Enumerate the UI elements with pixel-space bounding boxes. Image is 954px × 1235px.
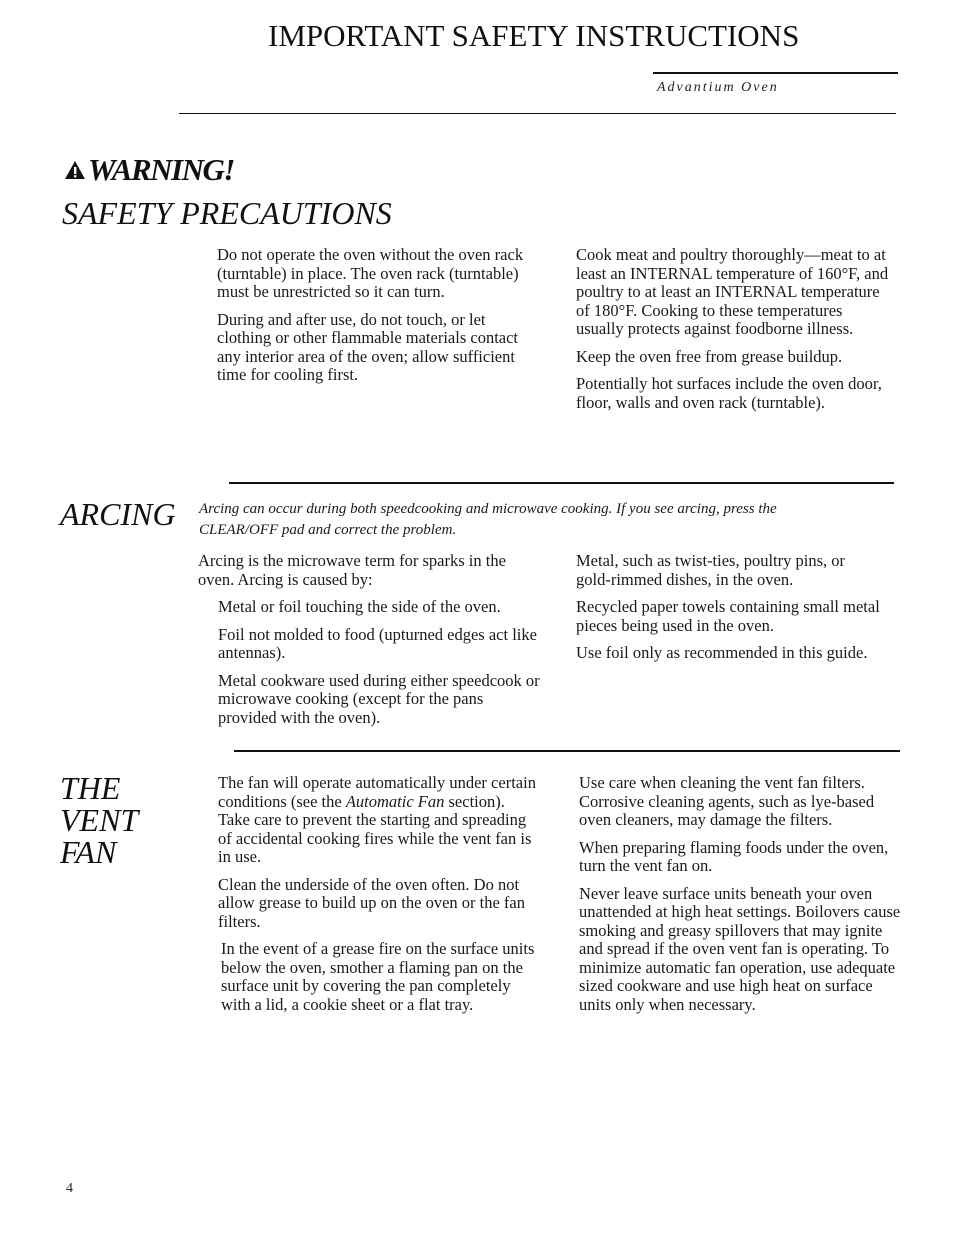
vent-right-paragraph: When preparing flaming foods under the oven, turn the vent fan on. — [579, 837, 889, 875]
header-rule-long — [179, 113, 896, 114]
vent-right-paragraph: Never leave surface units beneath your oven unattended at high heat settings. Boilovers cause smoking and greasy spillovers that may ignite and spread if the oven vent fan is operating. To minimize automatic fan operation, use adequate sized cookware and use high heat on surface units only when necessary. — [579, 883, 901, 1014]
arcing-cause-item: Metal cookware used during either speedcook or microwave cooking (except for the pans provided with the oven). — [218, 670, 540, 727]
arcing-cause-item: Foil not molded to food (upturned edges act like antennas). — [218, 624, 537, 662]
warning-triangle-icon — [64, 152, 88, 188]
vent-text: section). Take care to prevent the starting and spreading of accidental cooking fires while the vent fan is in use. — [218, 791, 532, 866]
automatic-fan-reference: Automatic Fan — [345, 791, 445, 811]
arcing-intro: Arcing can occur during both speedcooking and microwave cooking. If you see arcing, press the CLEAR/OFF pad and correct the problem. — [199, 501, 777, 538]
arcing-cause-item: Use foil only as recommended in this guide. — [576, 643, 868, 662]
page-subtitle: Advantium Oven — [657, 80, 779, 95]
vent-left-paragraph: In the event of a grease fire on the surface units below the oven, smother a flaming pan on the surface unit by covering the pan completely with a lid, a cookie sheet or a flat tray. — [221, 939, 535, 1014]
safety-right-column — [576, 246, 894, 421]
warning-label: WARNING! — [88, 152, 234, 187]
vent-left-column — [218, 774, 540, 1023]
safety-left-column — [217, 246, 542, 394]
vent-fan-heading — [60, 772, 138, 868]
vent-fan-heading-line: FAN — [60, 834, 117, 870]
arcing-cause-item: Metal, such as twist-ties, poultry pins, or gold-rimmed dishes, in the oven. — [576, 551, 846, 589]
vent-right-column — [579, 774, 901, 1023]
vent-right-paragraph: Use care when cleaning the vent fan filters. Corrosive cleaning agents, such as lye-based oven cleaners, may damage the filters. — [579, 773, 875, 829]
safety-right-paragraph: Cook meat and poultry thoroughly—meat to at least an INTERNAL temperature of 160°F, and poultry to at least an INTERNAL temperature of 180°F. Cooking to these temperatures usually protects against foodborne illness. — [576, 245, 889, 338]
vent-fan-heading-line: VENT — [60, 802, 139, 838]
page-number: 4 — [66, 1181, 73, 1196]
arcing-lead: Arcing is the microwave term for sparks in the oven. Arcing is caused by: — [198, 551, 506, 589]
vent-left-paragraph — [218, 774, 540, 867]
safety-heading: SAFETY PRECAUTIONS — [62, 195, 392, 231]
vent-fan-heading-line: THE — [60, 770, 121, 806]
arcing-right-column — [576, 552, 881, 672]
page-title: IMPORTANT SAFETY INSTRUCTIONS — [268, 18, 800, 53]
arcing-heading: ARCING — [60, 496, 176, 532]
arcing-left-column — [198, 552, 543, 736]
vent-text: The fan will operate automatically under certain conditions (see the — [218, 773, 536, 811]
safety-right-paragraph: Potentially hot surfaces include the oven door, floor, walls and oven rack (turntable). — [576, 374, 882, 412]
vent-left-paragraph: Clean the underside of the oven often. Do not allow grease to build up on the oven or the fan filters. — [218, 874, 525, 931]
section-divider — [229, 482, 894, 484]
safety-left-paragraph: Do not operate the oven without the oven rack (turntable) in place. The oven rack (turntable) must be unrestricted so it can turn. — [217, 245, 524, 301]
safety-left-paragraph: During and after use, do not touch, or let clothing or other flammable materials contact any interior area of the oven; allow sufficient time for cooling first. — [217, 309, 519, 384]
arcing-cause-item: Recycled paper towels containing small metal pieces being used in the oven. — [576, 597, 880, 635]
safety-right-paragraph: Keep the oven free from grease buildup. — [576, 346, 843, 366]
arcing-cause-item: Metal or foil touching the side of the oven. — [218, 597, 501, 616]
warning-heading — [64, 152, 234, 188]
section-divider — [234, 750, 900, 752]
header-rule-short — [653, 72, 898, 74]
